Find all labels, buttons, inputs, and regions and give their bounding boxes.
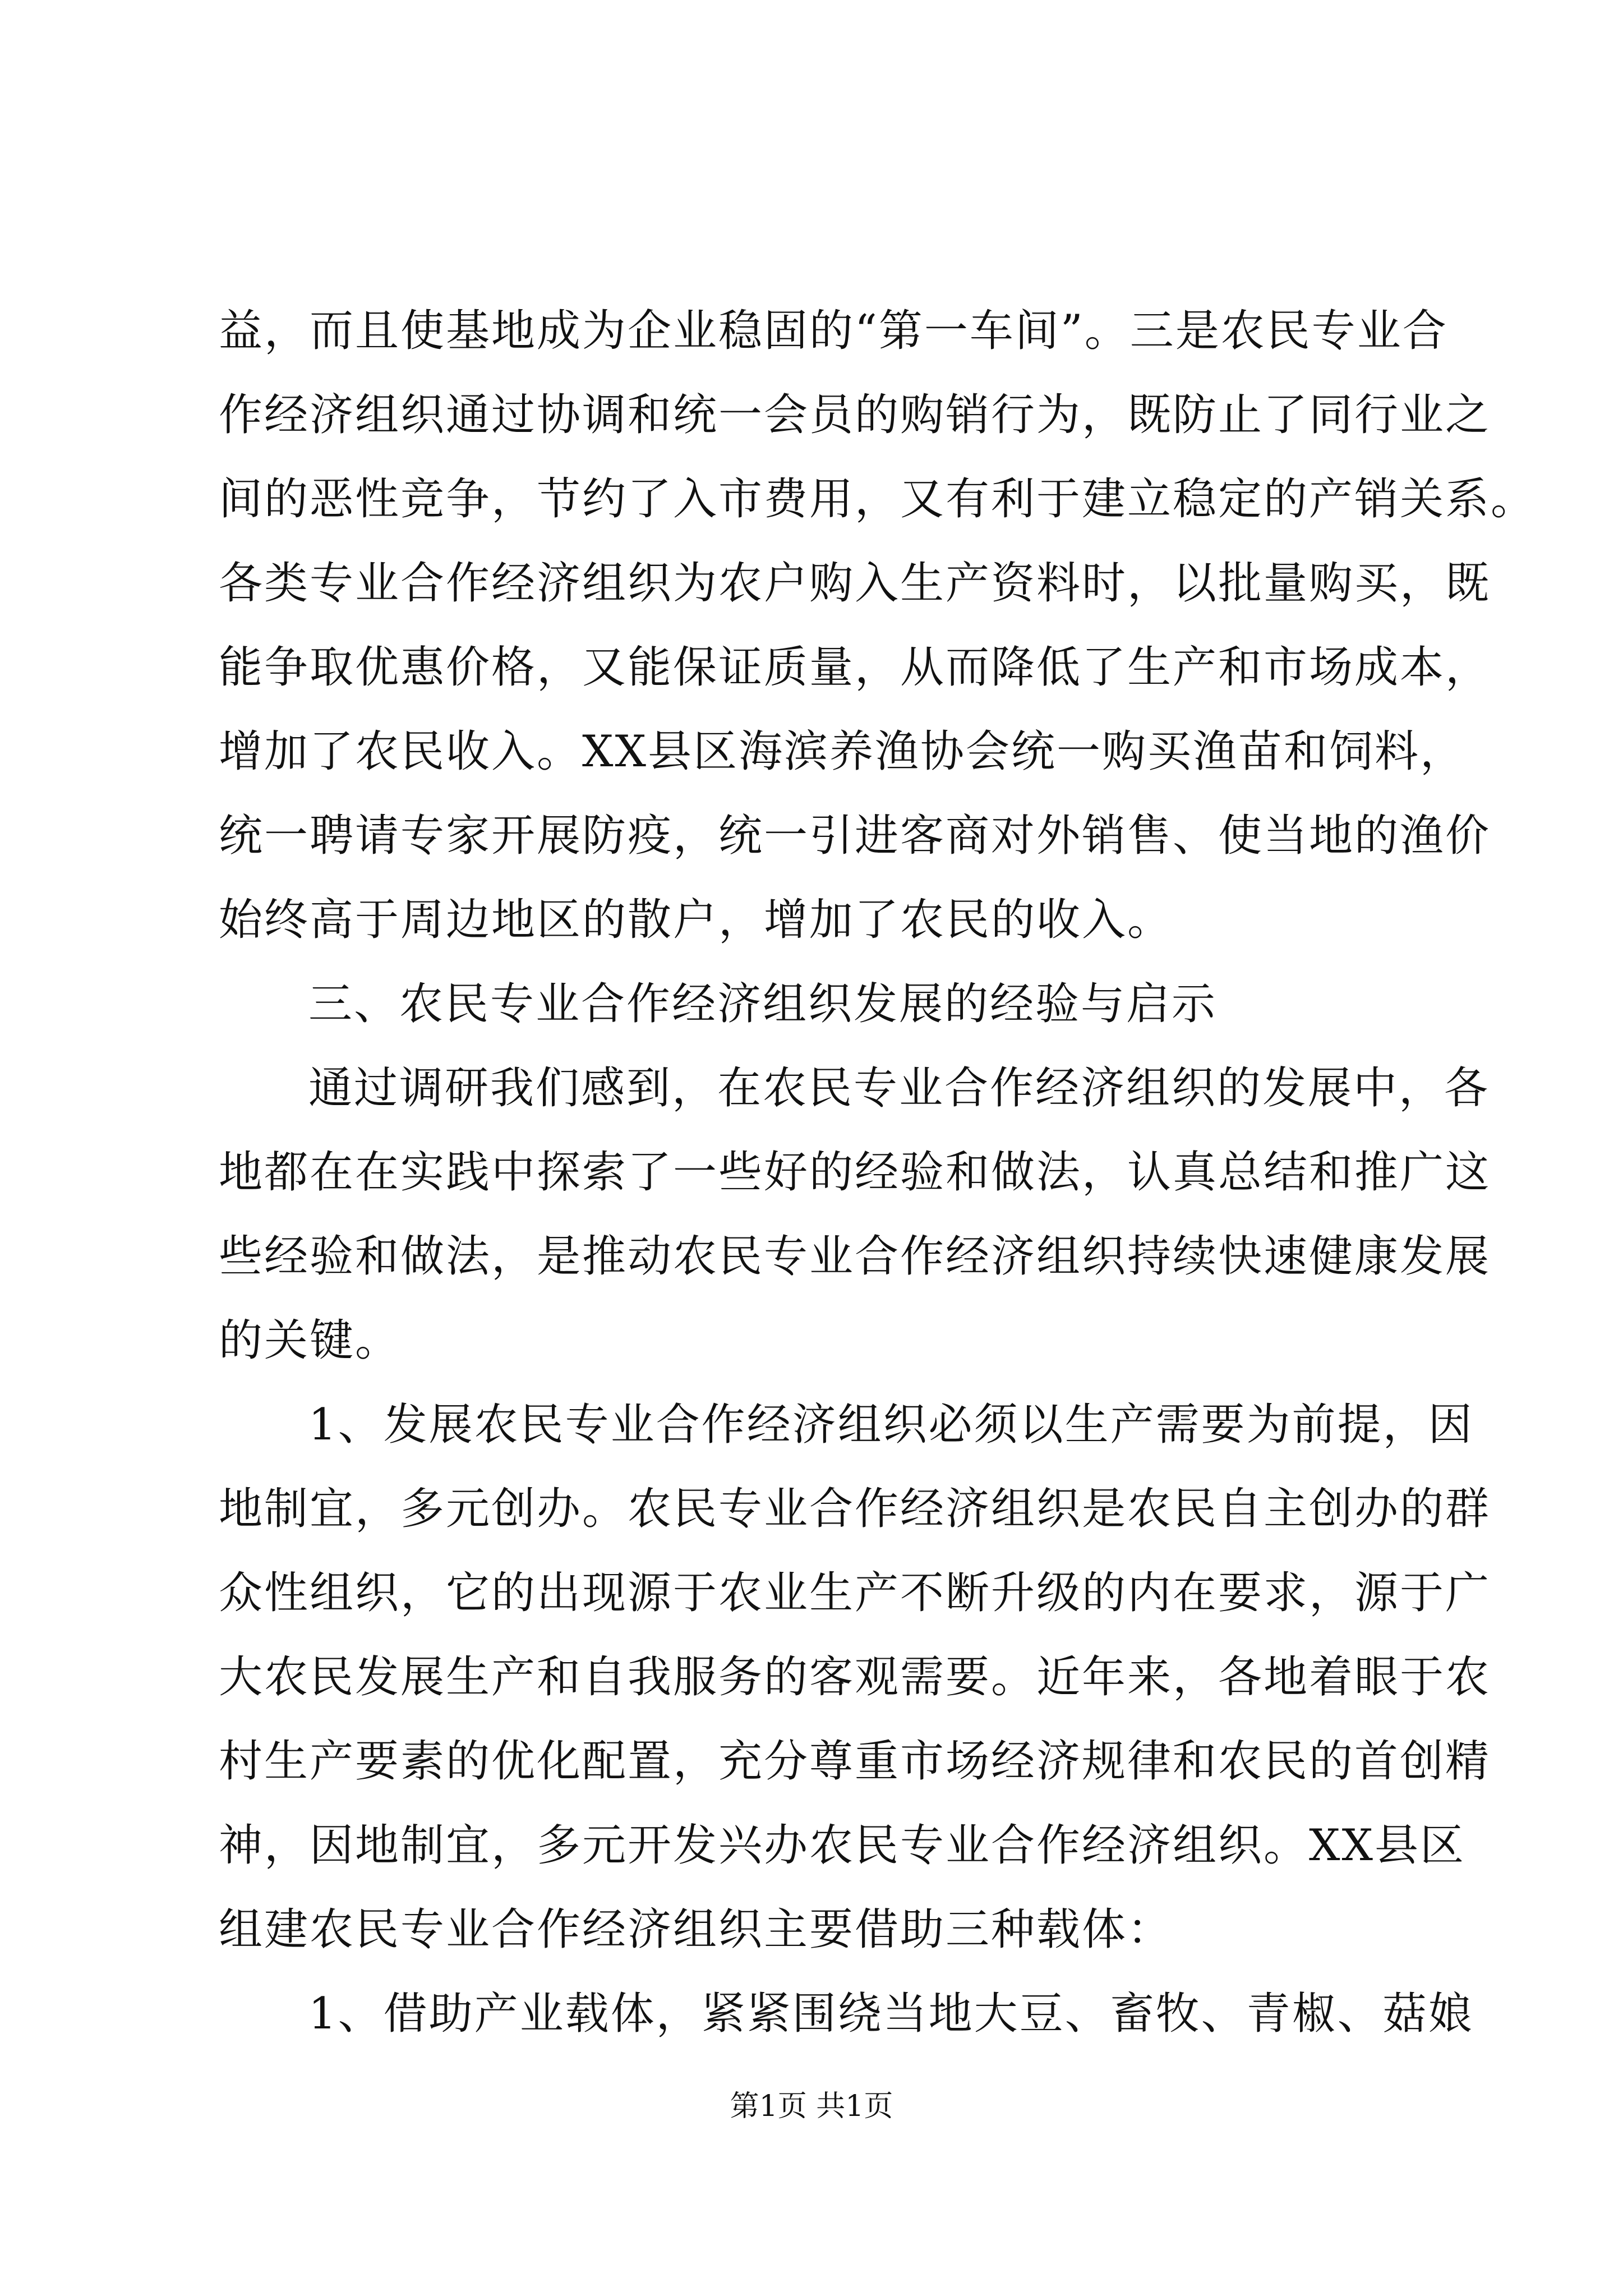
text-line: 神，因地制宜，多元开发兴办农民专业合作经济组织。XX县区 xyxy=(219,1820,1466,1871)
text-line: 地制宜，多元创办。农民专业合作经济组织是农民自主创办的群 xyxy=(219,1484,1491,1534)
text-line: 些经验和做法，是推动农民专业合作经济组织持续快速健康发展 xyxy=(219,1231,1491,1282)
text-line: 大农民发展生产和自我服务的客观需要。近年来，各地着眼于农 xyxy=(219,1652,1491,1703)
text-line: 益，而且使基地成为企业稳固的“第一车间”。三是农民专业合 xyxy=(219,306,1448,356)
paragraph-first-line: 通过调研我们感到，在农民专业合作经济组织的发展中，各 xyxy=(308,1063,1490,1114)
paragraph-first-line: 1、借助产业载体，紧紧围绕当地大豆、畜牧、青椒、菇娘 xyxy=(308,1989,1474,2039)
text-line: 统一聘请专家开展防疫，统一引进客商对外销售、使当地的渔价 xyxy=(219,811,1491,861)
text-line: 作经济组织通过协调和统一会员的购销行为，既防止了同行业之 xyxy=(219,390,1491,440)
text-line: 的关键。 xyxy=(219,1315,401,1366)
text-line: 众性组织，它的出现源于农业生产不断升级的内在要求，源于广 xyxy=(219,1568,1491,1618)
paragraph-first-line: 1、发展农民专业合作经济组织必须以生产需要为前提，因 xyxy=(308,1400,1474,1450)
text-line: 地都在在实践中探索了一些好的经验和做法，认真总结和推广这 xyxy=(219,1147,1491,1198)
text-line: 增加了农民收入。XX县区海滨养渔协会统一购买渔苗和饲料， xyxy=(219,726,1466,777)
text-line: 各类专业合作经济组织为农户购入生产资料时，以批量购买，既 xyxy=(219,558,1491,609)
page-number-footer: 第1页 共1页 xyxy=(730,2090,893,2123)
text-line: 间的恶性竞争，节约了入市费用，又有利于建立稳定的产销关系。 xyxy=(219,474,1537,524)
text-line: 组建农民专业合作经济组织主要借助三种载体： xyxy=(219,1904,1173,1955)
section-heading: 三、农民专业合作经济组织发展的经验与启示 xyxy=(308,979,1218,1029)
text-line: 能争取优惠价格，又能保证质量，从而降低了生产和市场成本， xyxy=(219,642,1491,693)
text-line: 村生产要素的优化配置，充分尊重市场经济规律和农民的首创精 xyxy=(219,1736,1491,1787)
text-line: 始终高于周边地区的散户，增加了农民的收入。 xyxy=(219,895,1173,945)
